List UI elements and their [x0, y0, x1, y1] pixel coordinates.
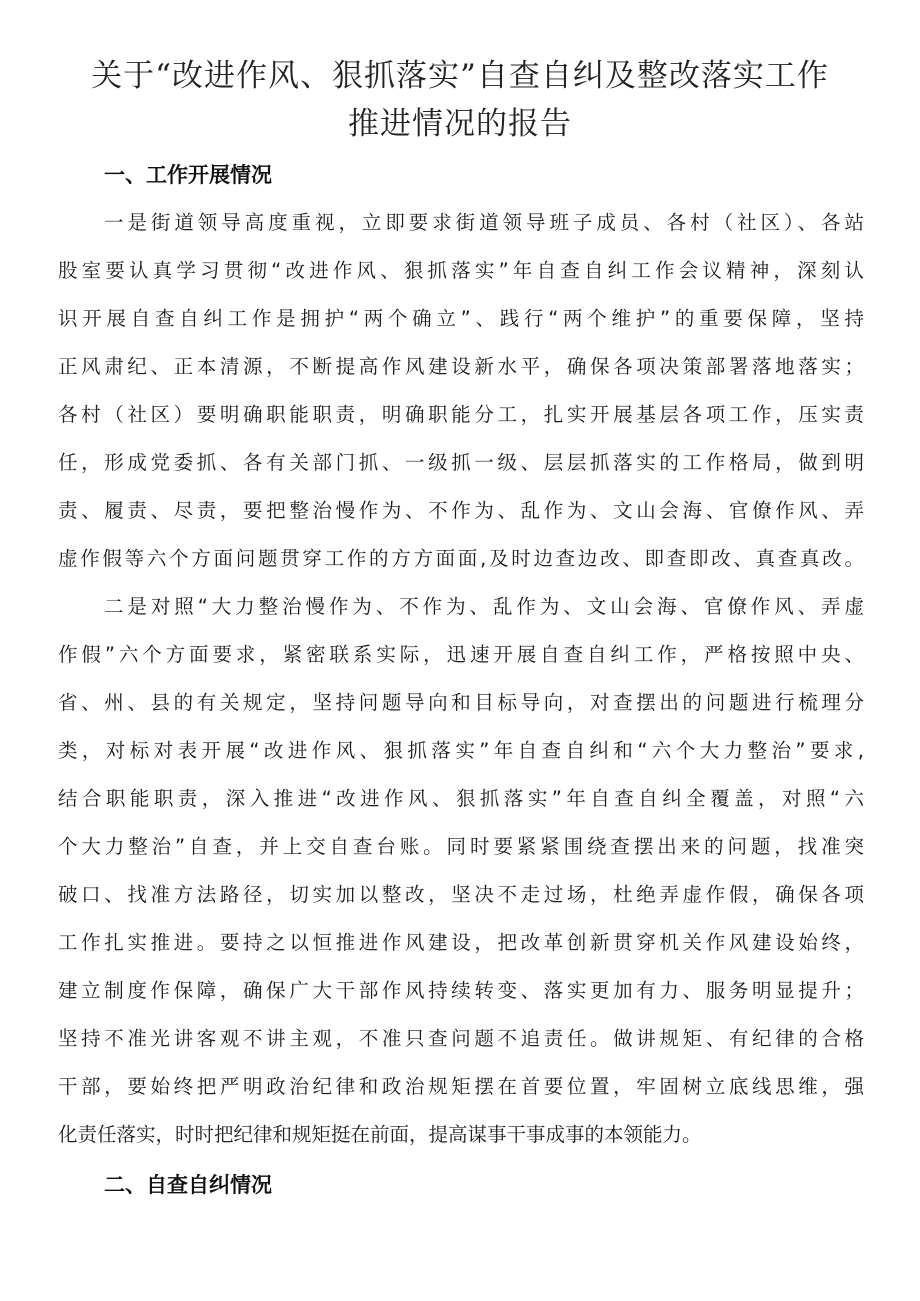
paragraph-1-line: 股室要认真学习贯彻“改进作风、狠抓落实”年自查自纠工作会议精神，深刻认 [58, 259, 864, 282]
paragraph-1-line: 各村（社区）要明确职能职责，明确职能分工，扎实开展基层各项工作，压实责 [58, 403, 864, 426]
document-title-line-1: 关于“改进作风、狠抓落实”自查自纠及整改落实工作 [91, 58, 829, 94]
section-1-heading: 一、工作开展情况 [104, 163, 272, 187]
section-2-heading: 二、自查自纠情况 [104, 1173, 272, 1197]
paragraph-2-line: 工作扎实推进。要持之以恒推进作风建设，把改革创新贯穿机关作风建设始终， [58, 931, 864, 954]
document-title-line-2: 推进情况的报告 [348, 106, 572, 142]
paragraph-2-line: 坚持不准光讲客观不讲主观，不准只查问题不追责任。做讲规矩、有纪律的合格 [58, 1027, 864, 1050]
paragraph-2-line: 个大力整治”自查，并上交自查台账。同时要紧紧围绕查摆出来的问题，找准突 [58, 835, 864, 858]
paragraph-1-line: 识开展自查自纠工作是拥护“两个确立”、践行“两个维护”的重要保障，坚持 [58, 307, 864, 330]
paragraph-2-line: 二是对照“大力整治慢作为、不作为、乱作为、文山会海、官僚作风、弄虚 [104, 595, 864, 618]
paragraph-2-line: 类，对标对表开展“改进作风、狠抓落实”年自查自纠和“六个大力整治”要求, [58, 739, 864, 762]
paragraph-2-line: 省、州、县的有关规定，坚持问题导向和目标导向，对查摆出的问题进行梳理分 [58, 691, 864, 714]
paragraph-2-line: 结合职能职责，深入推进“改进作风、狠抓落实”年自查自纠全覆盖，对照“六 [58, 787, 864, 810]
paragraph-2-line: 作假”六个方面要求，紧密联系实际，迅速开展自查自纠工作，严格按照中央、 [58, 643, 864, 666]
paragraph-2-line: 破口、找准方法路径，切实加以整改，坚决不走过场，杜绝弄虚作假，确保各项 [58, 883, 864, 906]
paragraph-1-line: 任，形成党委抓、各有关部门抓、一级抓一级、层层抓落实的工作格局，做到明 [58, 451, 864, 474]
paragraph-1-line: 正风肃纪、正本清源，不断提高作风建设新水平，确保各项决策部署落地落实； [58, 355, 864, 378]
paragraph-1-line: 一是街道领导高度重视，立即要求街道领导班子成员、各村（社区）、各站 [104, 211, 864, 234]
paragraph-2-line: 干部，要始终把严明政治纪律和政治规矩摆在首要位置，牢固树立底线思维，强 [58, 1075, 864, 1098]
paragraph-2-line: 化责任落实，时时把纪律和规矩挺在前面，提高谋事干事成事的本领能力。 [58, 1123, 702, 1146]
paragraph-1-line: 责、履责、尽责，要把整治慢作为、不作为、乱作为、文山会海、官僚作风、弄 [58, 499, 864, 522]
paragraph-2-line: 建立制度作保障，确保广大干部作风持续转变、落实更加有力、服务明显提升； [58, 979, 864, 1002]
paragraph-1-line: 虚作假等六个方面问题贯穿工作的方方面面,及时边查边改、即查即改、真查真改。 [58, 547, 864, 570]
